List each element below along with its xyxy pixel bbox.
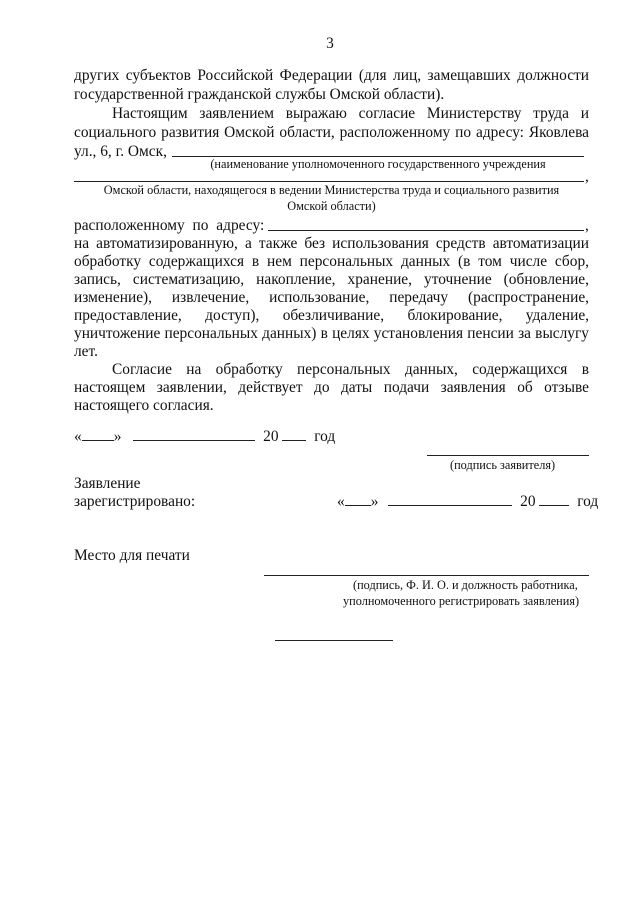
para2-body-line3: запись, систематизацию, накопление, хранение, уточнение (обновление, — [74, 271, 589, 288]
para3-line1: Согласие на обработку персональных данных, содержащихся в — [112, 361, 589, 378]
address-suffix: , — [585, 217, 589, 234]
para2-body-line5: предоставление, доступ), обезличивание, блокирование, удаление, — [74, 307, 589, 324]
end-divider — [275, 640, 393, 641]
reg-open-quote: « — [337, 493, 345, 510]
date1-open-quote: « — [74, 428, 82, 445]
para2-last-line: лет. — [74, 343, 98, 360]
reg-year-prefix: 20 — [520, 493, 536, 510]
reg-year-blank[interactable] — [539, 491, 569, 506]
employee-signature-line[interactable] — [264, 575, 589, 576]
para2-body-line1: на автоматизированную, а также без использования средств автоматизации — [74, 235, 589, 252]
caption-institution: (наименование уполномоченного государственного учреждения — [210, 157, 546, 171]
date1-row — [74, 426, 335, 446]
para2-body-line2: обработку содержащихся в нем персональных данных (в том числе сбор, — [74, 253, 589, 270]
address-line — [268, 230, 584, 231]
page-number: 3 — [326, 35, 334, 52]
line4-suffix: , — [585, 168, 589, 185]
caption-ministry-line2: Омской области) — [287, 199, 376, 213]
para2-body-line4: изменение), извлечение, использование, передачу (распространение, — [74, 289, 589, 306]
applicant-signature-line[interactable] — [427, 455, 589, 456]
para2-body-line6: уничтожение персональных данных) в целях установления пенсии за выслугу — [74, 325, 589, 342]
caption-ministry-line1: Омской области, находящегося в ведении Министерства труда и социального развития — [103, 183, 560, 197]
registration-line2: зарегистрировано: — [74, 493, 196, 510]
para3-line3: настоящего согласия. — [74, 397, 214, 414]
reg-close-quote: » — [370, 493, 379, 510]
reg-month-blank[interactable] — [388, 491, 512, 506]
date1-year-prefix: 20 — [263, 428, 279, 445]
date1-year-word: год — [314, 428, 336, 445]
para3-line2: настоящем заявлении, действует до даты подачи заявления об отзыве — [74, 379, 589, 396]
institution-name-line-2 — [74, 181, 584, 182]
date1-year-blank[interactable] — [282, 426, 306, 441]
address-prefix: расположенному по адресу: — [74, 217, 265, 234]
para1-line1: других субъектов Российской Федерации (для лиц, замещавших должности — [74, 67, 589, 84]
date1-month-blank[interactable] — [133, 426, 255, 441]
applicant-signature-caption: (подпись заявителя) — [450, 458, 556, 472]
date1-day-blank[interactable] — [82, 426, 114, 441]
para2-line3-prefix: ул., 6, г. Омск, — [74, 143, 167, 160]
reg-day-blank[interactable] — [345, 491, 371, 506]
date1-close-quote: » — [113, 428, 122, 445]
reg-year-word: год — [577, 493, 599, 510]
para2-line2: социального развития Омской области, расположенному по адресу: Яковлева — [74, 124, 589, 141]
registration-line1: Заявление — [74, 475, 141, 492]
para2-line1: Настоящим заявлением выражаю согласие Министерству труда и — [112, 105, 589, 122]
registration-date-row — [337, 491, 598, 511]
stamp-place: Место для печати — [74, 547, 190, 564]
employee-caption-line1: (подпись, Ф. И. О. и должность работника, — [353, 578, 578, 592]
employee-caption-line2: уполномоченного регистрировать заявления) — [343, 594, 580, 608]
para1-line2: государственной гражданской службы Омской области). — [74, 86, 445, 103]
